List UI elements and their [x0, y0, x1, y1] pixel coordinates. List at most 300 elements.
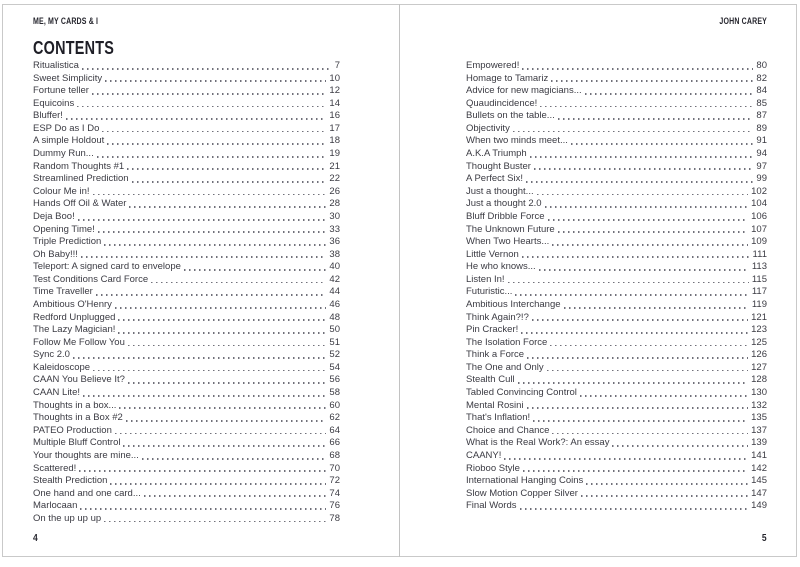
dotted-leader [515, 294, 748, 296]
toc-entry [33, 337, 340, 350]
toc-entry [466, 400, 767, 413]
toc-entry-title: Thought Buster [466, 160, 531, 172]
toc-entry [33, 400, 340, 413]
toc-entry [33, 286, 340, 299]
toc-entry [466, 387, 767, 400]
toc-entry [33, 374, 340, 387]
toc-entry-page: 94 [756, 148, 767, 160]
toc-entry [33, 488, 340, 501]
dotted-leader [107, 143, 326, 145]
toc-entry-title: Equicoins [33, 97, 75, 109]
dotted-leader [527, 407, 749, 409]
toc-entry-title: Deja Boo! [33, 210, 75, 222]
dotted-leader [96, 294, 327, 296]
toc-entry-page: 87 [756, 110, 767, 122]
toc-entry-page: 128 [751, 374, 767, 386]
toc-entry-page: 42 [329, 273, 340, 285]
toc-entry [466, 274, 767, 287]
toc-entry-title: The Lazy Magician! [33, 324, 116, 336]
toc-entry-page: 33 [329, 223, 340, 235]
toc-entry-title: Thoughts in a Box #2 [33, 412, 123, 424]
toc-entry-page: 102 [751, 185, 767, 197]
toc-entry-title: CAANY! [466, 449, 502, 461]
toc-entry-page: 30 [329, 210, 340, 222]
toc-entry-page: 127 [751, 361, 767, 373]
toc-entry-title: When Two Hearts... [466, 236, 550, 248]
toc-entry [466, 211, 767, 224]
toc-entry [466, 249, 767, 262]
toc-entry-title: Think a Force [466, 349, 525, 361]
toc-entry [466, 161, 767, 174]
dotted-leader [78, 219, 327, 221]
toc-entry [33, 211, 340, 224]
dotted-leader [518, 382, 749, 384]
toc-entry-title: ESP Do as I Do [33, 122, 100, 134]
toc-entry-page: 107 [751, 223, 767, 235]
toc-entry-title: When two minds meet... [466, 135, 568, 147]
toc-entry-page: 38 [329, 248, 340, 260]
toc-entry-title: Random Thoughts #1 [33, 160, 125, 172]
toc-entry [33, 274, 340, 287]
toc-entry-page: 78 [329, 512, 340, 524]
toc-entry [466, 236, 767, 249]
toc-entry [33, 261, 340, 274]
toc-entry-title: Hands Off Oil & Water [33, 198, 127, 210]
toc-entry [33, 186, 340, 199]
dotted-leader [526, 181, 753, 183]
toc-entry-title: Little Vernon [466, 248, 519, 260]
dotted-leader [93, 194, 327, 196]
dotted-leader [558, 118, 754, 120]
toc-entry-title: Sweet Simplicity [33, 72, 103, 84]
toc-entry [33, 312, 340, 325]
toc-entry-page: 125 [751, 336, 767, 348]
toc-entry-page: 46 [329, 298, 340, 310]
dotted-leader [104, 521, 326, 523]
toc-entry-title: That's Inflation! [466, 412, 531, 424]
toc-entry-page: 60 [329, 399, 340, 411]
toc-entry-title: Futuristic... [466, 286, 513, 298]
toc-entry-title: One hand and one card... [33, 487, 141, 499]
toc-entry-page: 80 [756, 60, 767, 71]
dotted-leader [537, 194, 749, 196]
toc-entry-title: Objectivity [466, 122, 510, 134]
dotted-leader [97, 156, 327, 158]
toc-entry-page: 84 [756, 85, 767, 97]
toc-entry [466, 73, 767, 86]
page-number-right: 5 [762, 533, 767, 544]
toc-entry [466, 374, 767, 387]
toc-entry-page: 54 [329, 361, 340, 373]
page-divider [399, 4, 400, 557]
toc-entry [33, 412, 340, 425]
toc-entry-page: 12 [329, 85, 340, 97]
dotted-leader [552, 433, 748, 435]
dotted-leader [142, 458, 327, 460]
toc-entry-page: 111 [752, 248, 767, 260]
toc-entry-title: Mental Rosini [466, 399, 524, 411]
toc-entry-title: Tabled Convincing Control [466, 387, 577, 399]
dotted-leader [123, 445, 326, 447]
toc-entry-page: 137 [751, 424, 767, 436]
toc-entry [33, 437, 340, 450]
dotted-leader [548, 219, 749, 221]
toc-entry [466, 60, 767, 73]
toc-entry-page: 51 [329, 336, 340, 348]
toc-entry-page: 119 [751, 298, 767, 310]
dotted-leader [82, 68, 332, 70]
dotted-leader [129, 206, 326, 208]
dotted-leader [527, 357, 748, 359]
toc-entry-title: Fortune teller [33, 85, 89, 97]
dotted-leader [77, 106, 326, 108]
dotted-leader [184, 269, 327, 271]
toc-entry-title: Triple Prediction [33, 236, 102, 248]
toc-entry-page: 121 [751, 311, 767, 323]
dotted-leader [115, 307, 327, 309]
toc-entry-title: The One and Only [466, 361, 544, 373]
toc-entry [33, 249, 340, 262]
toc-entry [33, 161, 340, 174]
dotted-leader [128, 345, 327, 347]
toc-entry-title: International Hanging Coins [466, 475, 584, 487]
dotted-leader [558, 231, 748, 233]
toc-entry-title: Teleport: A signed card to envelope [33, 261, 181, 273]
toc-entry-title: Your thoughts are mine... [33, 449, 139, 461]
toc-entry [466, 123, 767, 136]
toc-entry-title: Empowered! [466, 60, 520, 71]
toc-entry-page: 19 [329, 148, 340, 160]
toc-entry [33, 85, 340, 98]
toc-entry [466, 349, 767, 362]
toc-entry-page: 113 [751, 261, 767, 273]
dotted-leader [83, 395, 326, 397]
toc-entry-title: Advice for new magicians... [466, 85, 582, 97]
toc-entry-page: 10 [329, 72, 340, 84]
toc-entry-page: 123 [751, 324, 767, 336]
dotted-leader [522, 68, 753, 70]
toc-entry-page: 82 [756, 72, 767, 84]
toc-entry-page: 145 [751, 475, 767, 487]
dotted-leader [522, 256, 750, 258]
toc-entry [33, 299, 340, 312]
toc-entry [466, 312, 767, 325]
toc-entry-page: 115 [751, 273, 767, 285]
toc-entry [33, 324, 340, 337]
toc-entry-page: 97 [756, 160, 767, 172]
toc-entry-title: Thoughts in a box... [33, 399, 117, 411]
toc-entry [33, 60, 340, 73]
toc-entry-title: Dummy Run... [33, 148, 94, 160]
toc-entry-page: 22 [329, 173, 340, 185]
toc-entry-title: The Isolation Force [466, 336, 548, 348]
toc-entry [466, 324, 767, 337]
toc-entry [466, 261, 767, 274]
toc-entry [33, 198, 340, 211]
toc-entry [466, 198, 767, 211]
toc-entry-title: Choice and Chance [466, 424, 550, 436]
toc-entry-page: 74 [329, 487, 340, 499]
toc-entry [33, 135, 340, 148]
toc-entry-page: 109 [751, 236, 767, 248]
contents-title: CONTENTS [33, 38, 115, 58]
toc-entry-title: Colour Me in! [33, 185, 90, 197]
toc-entry [466, 463, 767, 476]
toc-entry-title: Bluffer! [33, 110, 63, 122]
dotted-leader [81, 256, 327, 258]
dotted-leader [547, 370, 749, 372]
dotted-leader [534, 168, 753, 170]
toc-entry-title: A simple Holdout [33, 135, 105, 147]
toc-entry-page: 106 [751, 210, 767, 222]
dotted-leader [612, 445, 748, 447]
toc-entry-page: 91 [756, 135, 767, 147]
dotted-leader [539, 269, 749, 271]
toc-entry-page: 50 [329, 324, 340, 336]
dotted-leader [520, 508, 749, 510]
toc-entry [33, 224, 340, 237]
toc-entry-page: 7 [334, 60, 340, 71]
dotted-leader [513, 131, 754, 133]
toc-entry-page: 141 [751, 449, 767, 461]
toc-entry-title: Test Conditions Card Force [33, 273, 149, 285]
toc-entry-title: Ambitious O'Henry [33, 298, 112, 310]
toc-entry-title: Think Again?!? [466, 311, 529, 323]
toc-entry [33, 513, 340, 526]
toc-entry [466, 98, 767, 111]
toc-entry [33, 387, 340, 400]
toc-entry-page: 44 [329, 286, 340, 298]
dotted-leader [550, 345, 748, 347]
toc-entry-title: Just a thought... [466, 185, 534, 197]
toc-entry-title: CAAN Lite! [33, 387, 80, 399]
toc-entry [33, 475, 340, 488]
dotted-leader [105, 80, 326, 82]
toc-entry-page: 26 [329, 185, 340, 197]
toc-entry-page: 48 [329, 311, 340, 323]
toc-entry [466, 224, 767, 237]
toc-entry-title: Ritualistica [33, 60, 79, 71]
toc-entry [33, 500, 340, 513]
toc-entry-page: 36 [329, 236, 340, 248]
toc-entry [466, 437, 767, 450]
toc-entry [466, 450, 767, 463]
toc-entry [33, 450, 340, 463]
toc-entry-title: Slow Motion Copper Silver [466, 487, 578, 499]
toc-entry [33, 173, 340, 186]
running-header-right: JOHN CAREY [719, 16, 767, 26]
toc-entry-title: He who knows... [466, 261, 536, 273]
toc-entry [33, 98, 340, 111]
toc-entry-title: Marlocaan [33, 500, 78, 512]
toc-entry-title: Stealth Prediction [33, 475, 108, 487]
dotted-leader [98, 231, 327, 233]
toc-entry-title: The Unknown Future [466, 223, 555, 235]
toc-entry [466, 135, 767, 148]
toc-entry-page: 68 [329, 449, 340, 461]
toc-entry-page: 16 [329, 110, 340, 122]
toc-entry-title: PATEO Production [33, 424, 112, 436]
dotted-leader [79, 470, 326, 472]
toc-entry [33, 110, 340, 123]
dotted-leader [118, 332, 326, 334]
toc-entry [466, 186, 767, 199]
toc-entry [466, 148, 767, 161]
dotted-leader [540, 106, 753, 108]
toc-entry-page: 62 [329, 412, 340, 424]
toc-entry-title: Scattered! [33, 462, 77, 474]
toc-entry-title: Rioboo Style [466, 462, 520, 474]
dotted-leader [119, 407, 326, 409]
toc-entry [466, 299, 767, 312]
dotted-leader [545, 206, 749, 208]
toc-entry-page: 99 [756, 173, 767, 185]
dotted-leader [521, 332, 748, 334]
toc-entry-title: CAAN You Believe It? [33, 374, 125, 386]
dotted-leader [102, 131, 326, 133]
toc-entry-title: Pin Cracker! [466, 324, 519, 336]
toc-entry-title: Ambitious Interchange [466, 298, 561, 310]
toc-entry-page: 135 [751, 412, 767, 424]
toc-entry-title: A.K.A Triumph [466, 148, 527, 160]
dotted-leader [586, 483, 748, 485]
dotted-leader [580, 395, 748, 397]
toc-entry-page: 117 [751, 286, 767, 298]
dotted-leader [523, 470, 748, 472]
toc-entry-title: On the up up up [33, 512, 102, 524]
toc-entry [466, 110, 767, 123]
dotted-leader [508, 282, 749, 284]
toc-entry-page: 89 [756, 122, 767, 134]
toc-entry [33, 236, 340, 249]
dotted-leader [571, 143, 754, 145]
dotted-leader [552, 244, 748, 246]
toc-entry [466, 488, 767, 501]
dotted-leader [151, 282, 326, 284]
toc-entry-title: Listen In! [466, 273, 505, 285]
toc-entry [466, 475, 767, 488]
dotted-leader [73, 357, 326, 359]
toc-entry-page: 76 [329, 500, 340, 512]
toc-entry [466, 337, 767, 350]
dotted-leader [132, 181, 327, 183]
toc-entry [33, 425, 340, 438]
toc-entry-page: 14 [329, 97, 340, 109]
toc-entry-page: 104 [751, 198, 767, 210]
toc-entry-title: A Perfect Six! [466, 173, 524, 185]
toc-entry-page: 72 [329, 475, 340, 487]
dotted-leader [92, 93, 326, 95]
dotted-leader [581, 495, 748, 497]
dotted-leader [118, 319, 326, 321]
toc-entry [33, 463, 340, 476]
toc-entry-title: Quaudincidence! [466, 97, 538, 109]
toc-entry [33, 123, 340, 136]
toc-entry-page: 139 [751, 437, 767, 449]
toc-entry-page: 147 [751, 487, 767, 499]
toc-entry [33, 73, 340, 86]
dotted-leader [144, 495, 327, 497]
toc-entry-page: 40 [329, 261, 340, 273]
dotted-leader [66, 118, 326, 120]
dotted-leader [128, 382, 327, 384]
toc-entry-page: 56 [329, 374, 340, 386]
toc-entry [466, 173, 767, 186]
toc-entry-page: 64 [329, 424, 340, 436]
dotted-leader [532, 319, 748, 321]
toc-entry [466, 500, 767, 513]
toc-entry-page: 28 [329, 198, 340, 210]
toc-entry [33, 349, 340, 362]
toc-entry [466, 412, 767, 425]
toc-entry-title: Sync 2.0 [33, 349, 70, 361]
dotted-leader [126, 420, 327, 422]
dotted-leader [104, 244, 326, 246]
toc-entry-title: Multiple Bluff Control [33, 437, 121, 449]
toc-entry-title: Time Traveller [33, 286, 93, 298]
dotted-leader [530, 156, 754, 158]
toc-entry [466, 286, 767, 299]
toc-entry-title: Follow Me Follow You [33, 336, 125, 348]
toc-list-left [33, 60, 340, 525]
toc-entry-title: Bullets on the table... [466, 110, 555, 122]
toc-entry-title: Opening Time! [33, 223, 95, 235]
page-number-left: 4 [33, 533, 38, 544]
dotted-leader [93, 370, 326, 372]
toc-entry-page: 52 [329, 349, 340, 361]
toc-entry-title: Streamlined Prediction [33, 173, 129, 185]
toc-entry-title: Stealth Cull [466, 374, 515, 386]
toc-entry-title: Bluff Dribble Force [466, 210, 545, 222]
toc-entry [33, 362, 340, 375]
toc-entry-page: 130 [751, 387, 767, 399]
dotted-leader [115, 433, 327, 435]
toc-entry-title: Final Words [466, 500, 517, 512]
running-header-left: ME, MY CARDS & I [33, 16, 99, 26]
toc-entry-page: 126 [751, 349, 767, 361]
toc-entry-page: 85 [756, 97, 767, 109]
dotted-leader [127, 168, 326, 170]
toc-entry-title: Just a thought 2.0 [466, 198, 542, 210]
toc-list-right [466, 60, 767, 513]
toc-entry-page: 149 [751, 500, 767, 512]
toc-entry-page: 17 [329, 122, 340, 134]
toc-entry-page: 66 [329, 437, 340, 449]
toc-entry-title: What is the Real Work?: An essay [466, 437, 610, 449]
dotted-leader [80, 508, 326, 510]
toc-entry-page: 142 [751, 462, 767, 474]
toc-entry-page: 132 [751, 399, 767, 411]
toc-entry-page: 58 [329, 387, 340, 399]
dotted-leader [564, 307, 749, 309]
toc-entry [466, 425, 767, 438]
toc-entry-page: 21 [329, 160, 340, 172]
dotted-leader [110, 483, 326, 485]
dotted-leader [551, 80, 753, 82]
toc-entry-title: Redford Unplugged [33, 311, 116, 323]
dotted-leader [533, 420, 748, 422]
toc-entry-page: 18 [329, 135, 340, 147]
toc-entry [466, 85, 767, 98]
dotted-leader [504, 458, 748, 460]
toc-entry-title: Kaleidoscope [33, 361, 91, 373]
toc-entry [466, 362, 767, 375]
toc-entry [33, 148, 340, 161]
dotted-leader [585, 93, 754, 95]
toc-entry-page: 70 [329, 462, 340, 474]
toc-entry-title: Homage to Tamariz [466, 72, 549, 84]
toc-entry-title: Oh Baby!!! [33, 248, 78, 260]
